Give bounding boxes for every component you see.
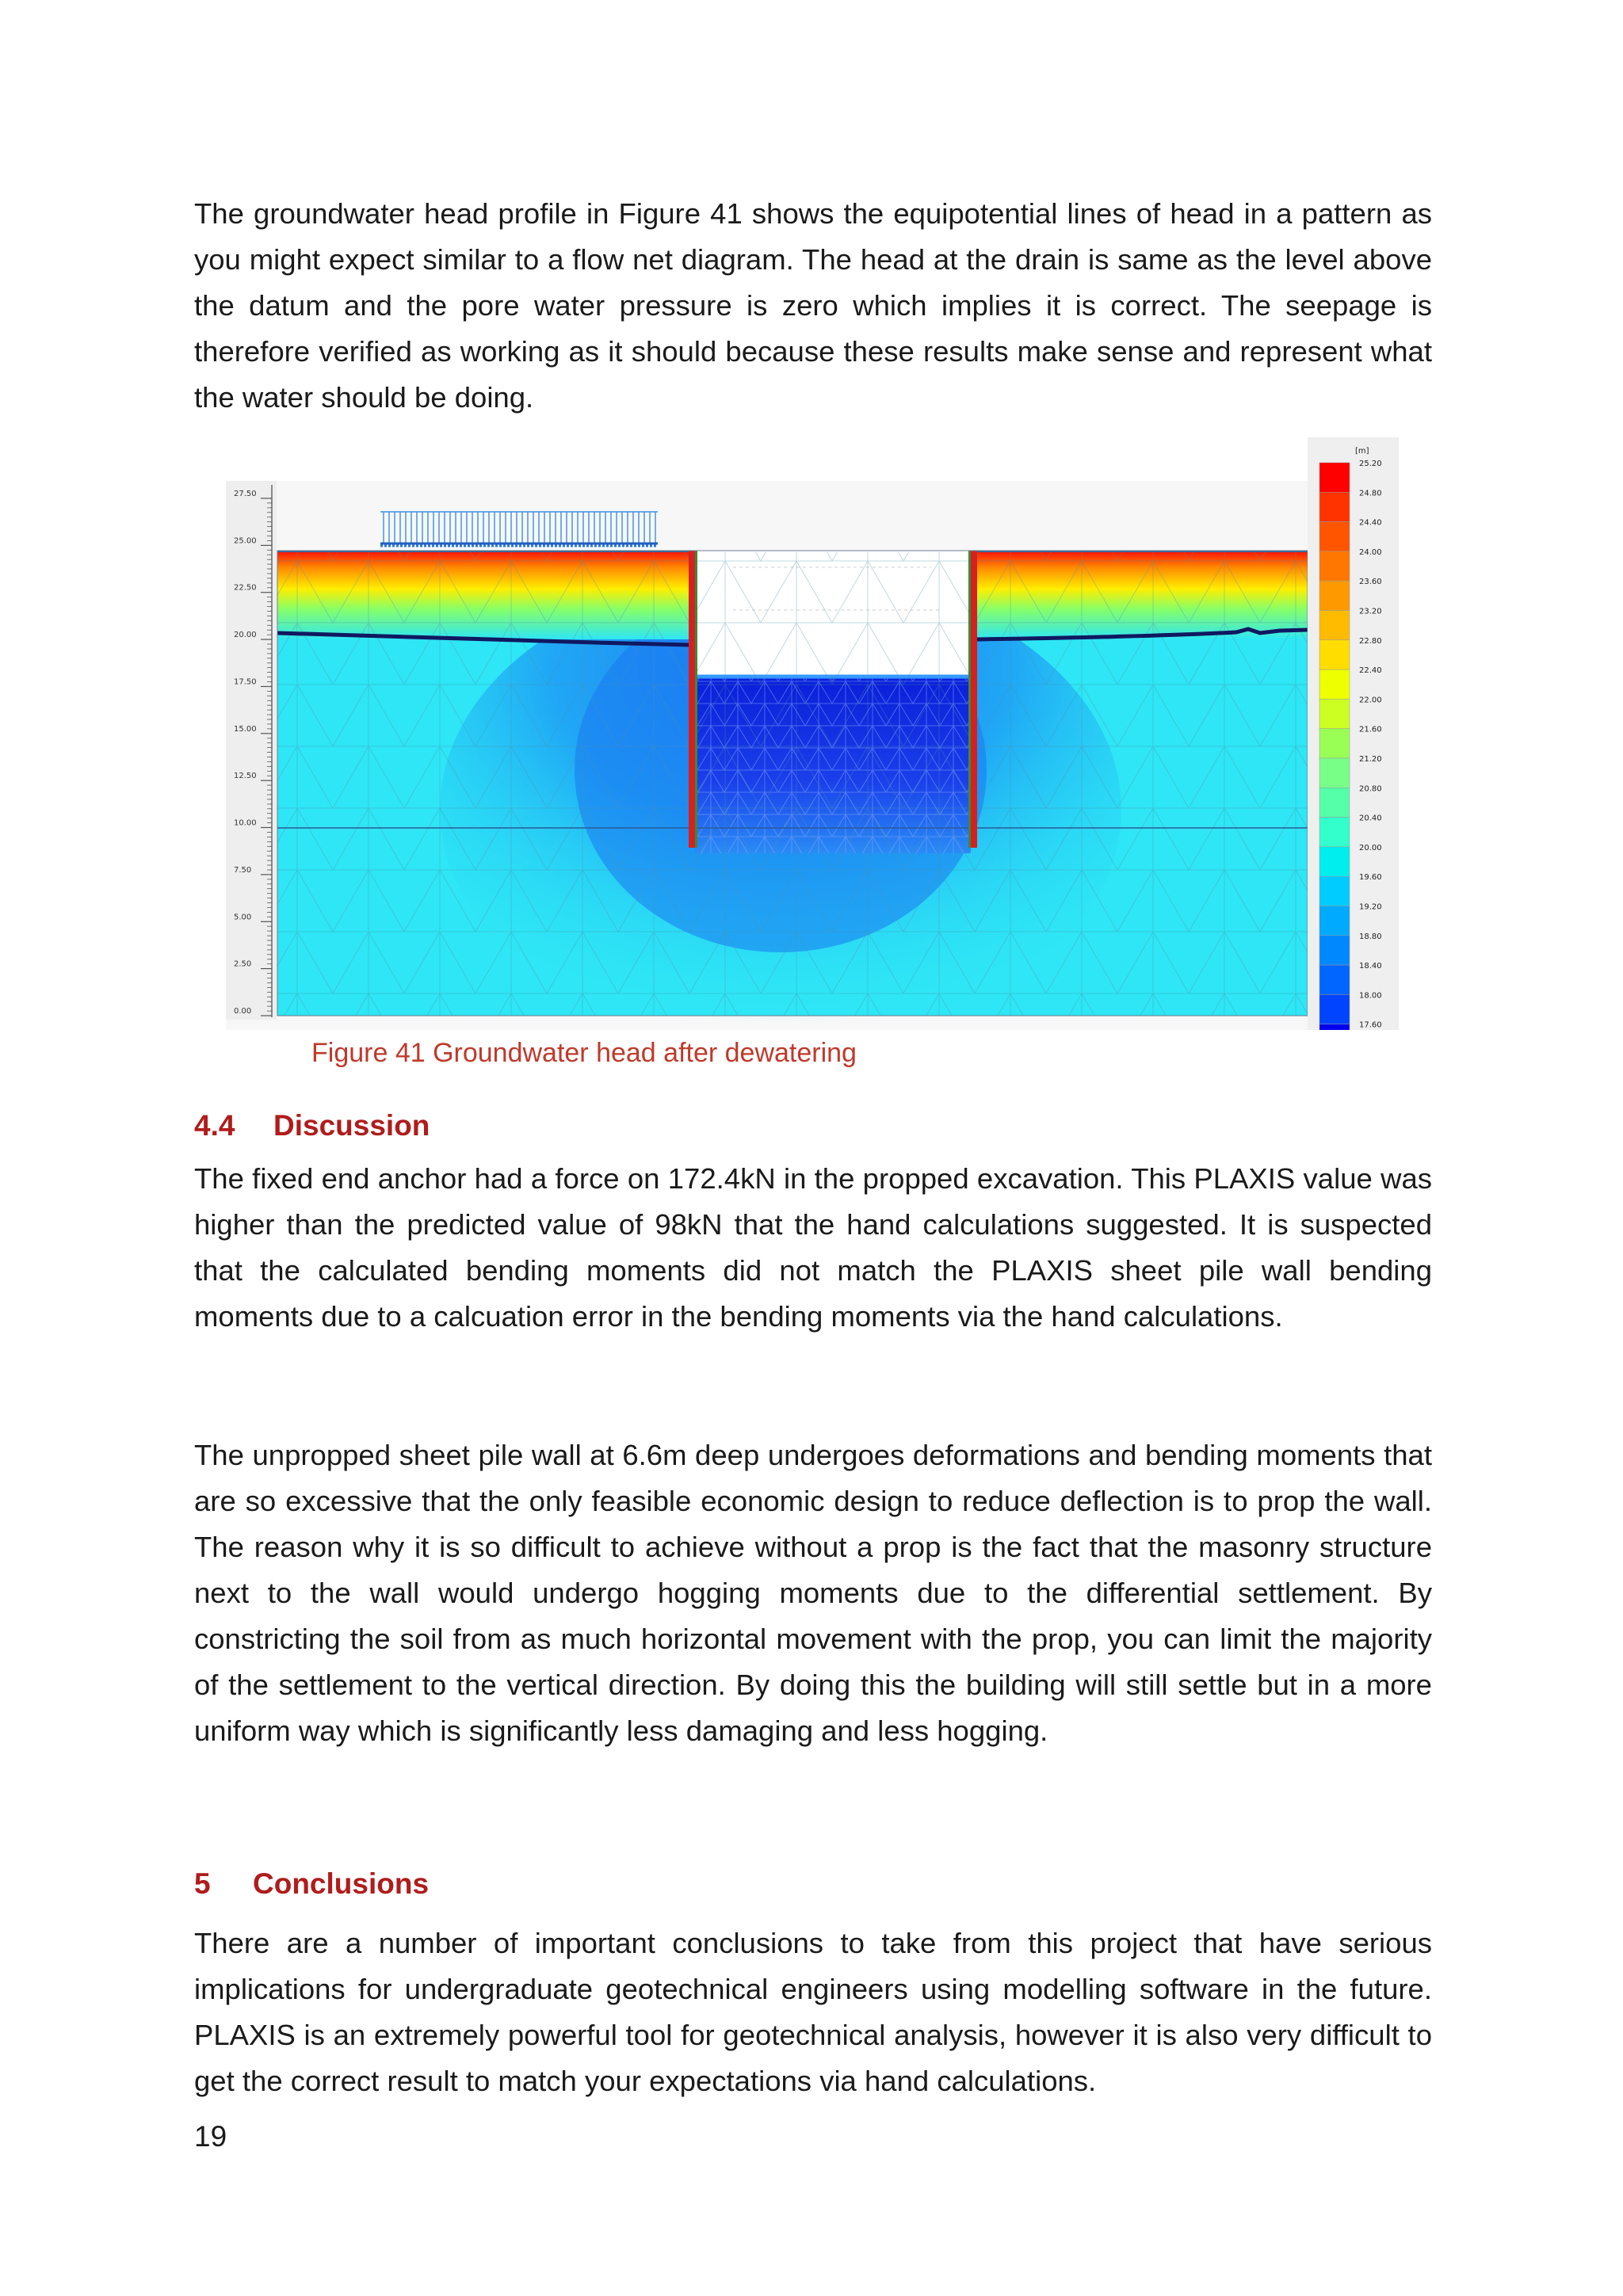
- legend-value-label: 18.00: [1359, 991, 1382, 1001]
- sheet-pile-wall-left: [689, 551, 695, 848]
- axis-tick-label: 22.50: [234, 583, 257, 593]
- legend-value-label: 21.60: [1359, 725, 1382, 734]
- legend-swatch: [1319, 906, 1350, 936]
- legend-value-label: 23.20: [1359, 607, 1382, 616]
- discussion-paragraph-2: The unpropped sheet pile wall at 6.6m deep undergoes deformations and bending moments that are so excessive that the only feasible economic design to reduce deflection is to prop the wall. The reason why it is so difficult to achieve without a prop is the fact that the masonry structure next to the wall would undergo hogging moments due to the differential settlement. By constricting the soil from as much horizontal movement with the prop, you can limit the majority of the settlement to the vertical direction. By doing this the building will still settle but in a more uniform way which is significantly less damaging and less hogging.: [194, 1439, 1432, 1747]
- legend-value-label: 19.60: [1359, 873, 1382, 883]
- legend-swatch: [1319, 522, 1350, 551]
- legend-value-label: 24.80: [1359, 489, 1382, 498]
- legend-swatch: [1319, 463, 1350, 492]
- legend-value-label: 22.40: [1359, 666, 1382, 676]
- legend-unit: [m]: [1355, 447, 1369, 456]
- axis-tick-label: 10.00: [234, 818, 257, 828]
- legend-swatch: [1319, 611, 1350, 640]
- axis-tick-label: 5.00: [234, 913, 252, 922]
- axis-tick-label: 25.00: [234, 536, 257, 546]
- sheet-pile-wall-right: [971, 551, 977, 848]
- vertical-axis: [226, 481, 277, 1020]
- legend-value-label: 21.20: [1359, 755, 1382, 764]
- legend-swatch: [1319, 669, 1350, 699]
- legend-swatch: [1319, 818, 1350, 847]
- legend-swatch: [1319, 729, 1350, 758]
- finite-element-mesh: [277, 552, 1308, 1016]
- legend-value-label: 20.40: [1359, 814, 1382, 823]
- axis-tick-label: 12.50: [234, 772, 257, 781]
- groundwater-head-figure: [226, 437, 1399, 1034]
- soil-domain: [277, 512, 1308, 1030]
- legend-swatch: [1319, 876, 1350, 906]
- axis-tick-label: 17.50: [234, 677, 257, 687]
- legend-swatch: [1319, 699, 1350, 728]
- intro-paragraph: The groundwater head profile in Figure 41 shows the equipotential lines of head in a pattern as you might expect similar to a flow net diagram. The head at the drain is same as the level above the datum and the pore water pressure is zero which implies it is correct. The seepage is therefore verified as working as it should because these results make sense and represent what the water should be doing.: [194, 197, 1432, 414]
- legend-value-label: 23.60: [1359, 578, 1382, 587]
- legend-value-label: 20.80: [1359, 784, 1382, 794]
- legend-swatch: [1319, 994, 1350, 1024]
- legend-value-label: 17.60: [1359, 1020, 1382, 1030]
- legend-swatch: [1319, 640, 1350, 669]
- groundwater-head-plot: [226, 437, 1399, 1030]
- legend-value-label: 24.40: [1359, 518, 1382, 528]
- legend-value-label: 25.20: [1359, 460, 1382, 468]
- section-number: 5: [194, 1867, 211, 1900]
- legend-swatch: [1319, 758, 1350, 788]
- legend-value-label: 22.00: [1359, 696, 1382, 705]
- legend-swatch: [1319, 965, 1350, 994]
- page-number: 19: [194, 2120, 227, 2153]
- axis-tick-label: 0.00: [234, 1007, 252, 1016]
- legend-value-label: 20.00: [1359, 843, 1382, 852]
- axis-tick-label: 2.50: [234, 959, 252, 969]
- figure-caption: Figure 41 Groundwater head after dewatering: [311, 1038, 857, 1068]
- legend-swatch: [1319, 847, 1350, 876]
- legend-value-label: 19.20: [1359, 902, 1382, 912]
- legend-value-label: 18.80: [1359, 932, 1382, 941]
- axis-tick-label: 20.00: [234, 631, 257, 640]
- section-heading-conclusions: [194, 1864, 429, 1904]
- axis-tick-label: 27.50: [234, 490, 257, 498]
- axis-tick-label: 15.00: [234, 724, 257, 734]
- conclusions-paragraph: There are a number of important conclusions to take from this project that have serious implications for undergraduate geotechnical engineers using modelling software in the future. PLAXIS is an extremely powerful tool for geotechnical analysis, however it is also very difficult to get the correct result to match your expectations via hand calculations.: [194, 1927, 1432, 2097]
- discussion-paragraph-1: The fixed end anchor had a force on 172.4kN in the propped excavation. This PLAXIS value was higher than the predicted value of 98kN that the hand calculations suggested. It is suspected that the calculated bending moments did not match the PLAXIS sheet pile wall bending moments due to a calcuation error in the bending moments via the hand calculations.: [194, 1162, 1432, 1333]
- legend-value-label: 22.80: [1359, 636, 1382, 646]
- head-legend: [1308, 437, 1399, 1030]
- legend-swatch: [1319, 1024, 1350, 1030]
- legend-swatch: [1319, 581, 1350, 610]
- section-number: 4.4: [194, 1109, 235, 1142]
- surcharge-load: [380, 512, 658, 543]
- axis-tick-label: 7.50: [234, 865, 252, 875]
- section-heading-discussion: [194, 1106, 430, 1146]
- legend-value-label: 24.00: [1359, 547, 1382, 557]
- section-title: Discussion: [273, 1109, 430, 1142]
- legend-swatch: [1319, 551, 1350, 581]
- legend-value-label: 18.40: [1359, 962, 1382, 971]
- legend-swatch: [1319, 788, 1350, 817]
- section-title: Conclusions: [253, 1867, 430, 1900]
- legend-swatch: [1319, 492, 1350, 521]
- legend-swatch: [1319, 936, 1350, 965]
